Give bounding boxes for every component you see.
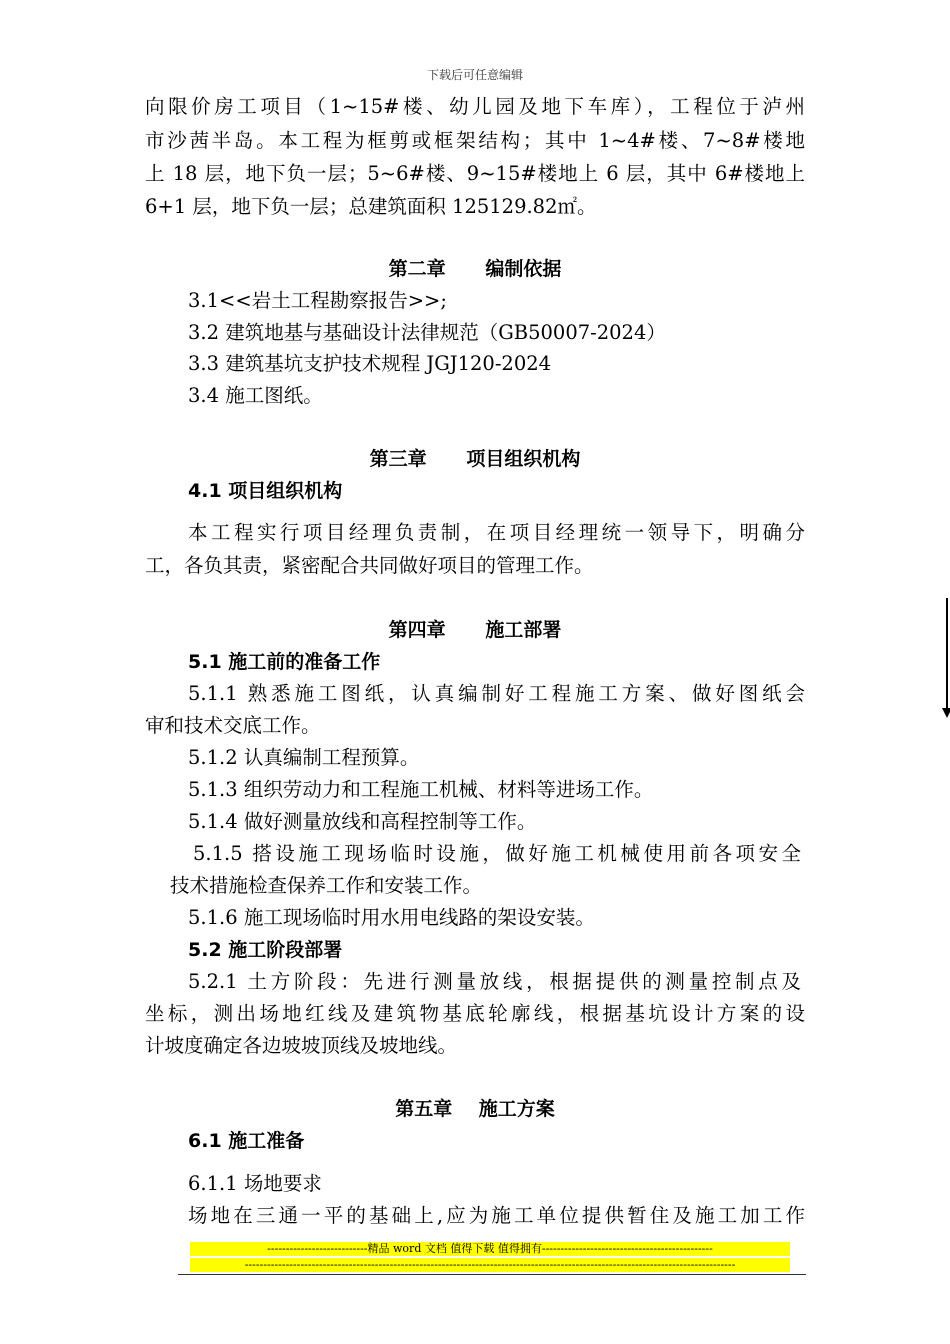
ch2-item-2: 3.2 建筑地基与基础设计法律规范（GB50007-2024） [188, 321, 666, 344]
item-5-2-1-line-1: 5.2.1 土方阶段：先进行测量放线，根据提供的测量控制点及 [188, 970, 801, 993]
ch2-item-1: 3.1<<岩土工程勘察报告>>; [188, 289, 447, 312]
item-5-1-1-line-2: 审和技术交底工作。 [145, 714, 321, 737]
ch3-para-line-1: 本工程实行项目经理负责制，在项目经理统一领导下，明确分 [188, 521, 805, 544]
arrow-down-icon [942, 708, 950, 718]
footer-banner: ---------------------------精品 word 文档 值得下载 值得拥有---------------------------------------------- [190, 1242, 790, 1256]
item-5-1-4: 5.1.4 做好测量放线和高程控制等工作。 [188, 810, 537, 833]
intro-line-3: 上 18 层，地下负一层；5~6#楼、9~15#楼地上 6 层，其中 6#楼地上 [145, 162, 805, 185]
item-5-1-5-line-2: 技术措施检查保养工作和安装工作。 [170, 874, 483, 897]
footer-rule [178, 1274, 806, 1275]
ch5-para-line: 场地在三通一平的基础上,应为施工单位提供暂住及施工加工作 [188, 1204, 805, 1227]
intro-line-4: 6+1 层，地下负一层；总建筑面积 125129.82㎡。 [145, 195, 597, 218]
intro-line-2: 市沙茜半岛。本工程为框剪或框架结构；其中 1~4#楼、7~8#楼地 [145, 129, 805, 152]
section-6-1-title: 6.1 施工准备 [188, 1130, 305, 1152]
chapter-4-title: 第四章 施工部署 [388, 619, 562, 641]
ch2-item-4: 3.4 施工图纸。 [188, 384, 323, 407]
chapter-5-title: 第五章 施工方案 [395, 1098, 555, 1120]
ch2-item-3: 3.3 建筑基坑支护技术规程 JGJ120-2024 [188, 352, 552, 375]
page-header-note: 下载后可任意编辑 [426, 68, 523, 82]
item-5-1-5-line-1: 5.1.5 搭设施工现场临时设施，做好施工机械使用前各项安全 [193, 842, 801, 865]
item-5-2-1-line-3: 计坡度确定各边坡坡顶线及坡地线。 [145, 1034, 458, 1057]
chapter-3-title: 第三章 项目组织机构 [369, 448, 581, 470]
item-5-1-6: 5.1.6 施工现场临时用水用电线路的架设安装。 [188, 906, 595, 929]
item-5-1-1-line-1: 5.1.1 熟悉施工图纸，认真编制好工程施工方案、做好图纸会 [188, 682, 805, 705]
section-5-2-title: 5.2 施工阶段部署 [188, 939, 343, 961]
chapter-2-title: 第二章 编制依据 [388, 258, 562, 280]
ch3-para-line-2: 工，各负其责，紧密配合共同做好项目的管理工作。 [145, 554, 594, 577]
footer-dashes: ------------------------------------------------------------------------------------------------------------------------------------ [190, 1258, 790, 1272]
section-4-1-title: 4.1 项目组织机构 [188, 480, 343, 502]
scroll-edge-marker [946, 598, 948, 713]
item-6-1-1: 6.1.1 场地要求 [188, 1172, 322, 1195]
item-5-1-2: 5.1.2 认真编制工程预算。 [188, 746, 420, 769]
section-5-1-title: 5.1 施工前的准备工作 [188, 651, 381, 673]
item-5-2-1-line-2: 坐标，测出场地红线及建筑物基底轮廓线，根据基坑设计方案的设 [145, 1002, 805, 1025]
item-5-1-3: 5.1.3 组织劳动力和工程施工机械、材料等进场工作。 [188, 778, 654, 801]
intro-line-1: 向限价房工项目（1~15#楼、幼儿园及地下车库），工程位于泸州 [145, 95, 805, 118]
